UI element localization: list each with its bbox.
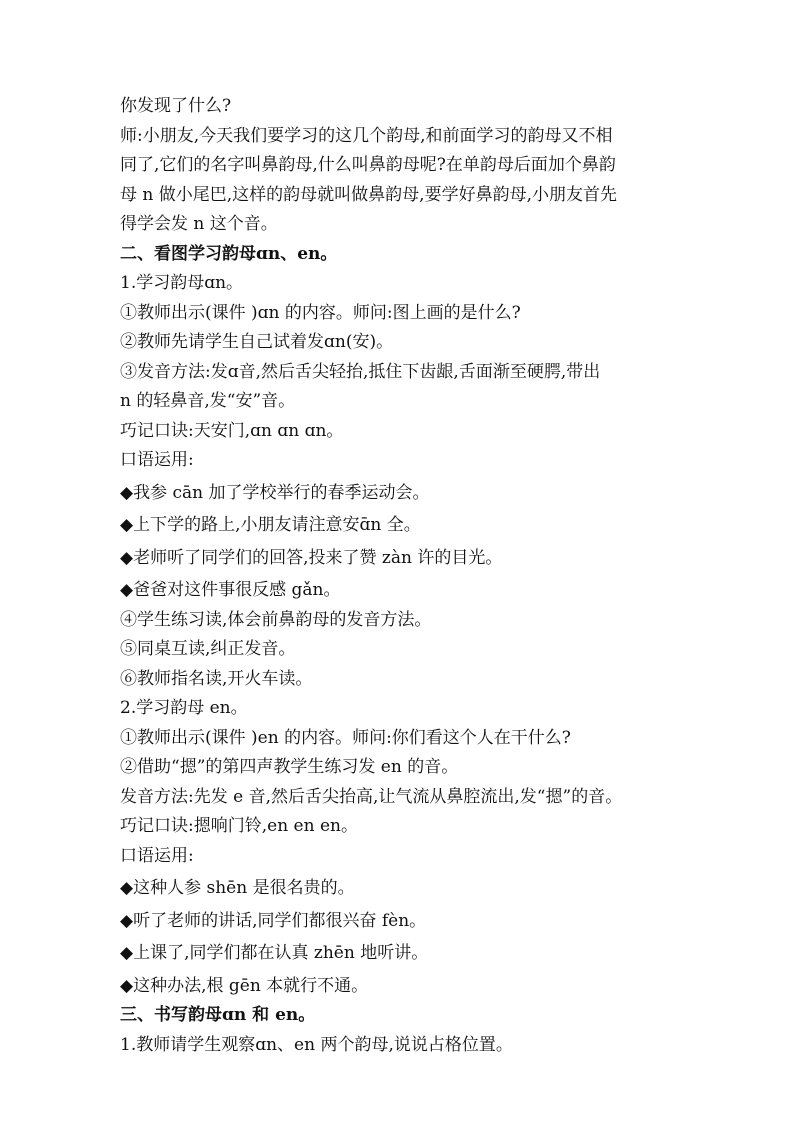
text-line: ①教师出示(课件 )ɑn 的内容。师问:图上画的是什么? [120, 302, 521, 323]
text-line: ⑥教师指名读,开火车读。 [120, 668, 313, 689]
text-line: ①教师出示(课件 )en 的内容。师问:你们看这个人在干什么? [120, 727, 571, 748]
section-heading: 二、看图学习韵母ɑn、en。 [120, 243, 338, 264]
text-line: ④学生练习读,体会前鼻韵母的发音方法。 [120, 609, 432, 630]
bullet-item: ◆听了老师的讲话,同学们都很兴奋 fèn。 [120, 910, 427, 931]
bullet-item: ◆我参 cān 加了学校举行的春季运动会。 [120, 482, 430, 503]
bullet-item: ◆这种人参 shēn 是很名贵的。 [120, 878, 355, 898]
text-line: ②教师先请学生自己试着发ɑn(安)。 [120, 332, 394, 352]
text-line: n 的轻鼻音,发“安”音。 [120, 391, 296, 411]
text-line: 巧记口诀:摁响门铃,en en en。 [120, 816, 358, 836]
text-line: 巧记口诀:天安门,ɑn ɑn ɑn。 [120, 420, 344, 441]
subsection-heading: 2.学习韵母 en。 [120, 698, 248, 718]
text-line: ②借助“摁”的第四声教学生练习发 en 的音。 [120, 757, 459, 777]
text-line: 你发现了什么? [120, 96, 232, 116]
text-line: 口语运用: [120, 450, 194, 470]
bullet-item: ◆上课了,同学们都在认真 zhēn 地听讲。 [120, 943, 429, 963]
subsection-heading: 1.学习韵母ɑn。 [120, 273, 244, 293]
document-page [120, 92, 680, 1060]
bullet-item: ◆爸爸对这件事很反感 gǎn。 [120, 580, 341, 600]
text-line: 母 n 做小尾巴,这样的韵母就叫做鼻韵母,要学好鼻韵母,小朋友首先 [120, 184, 617, 205]
text-line: 同了,它们的名字叫鼻韵母,什么叫鼻韵母呢?在单韵母后面加个鼻韵 [120, 155, 616, 175]
section-heading: 三、书写韵母ɑn 和 en。 [120, 1005, 316, 1025]
text-line: 1.教师请学生观察ɑn、en 两个韵母,说说占格位置。 [120, 1034, 513, 1055]
text-line: 师:小朋友,今天我们要学习的这几个韵母,和前面学习的韵母又不相 [120, 125, 613, 146]
bullet-item: ◆这种办法,根 gēn 本就行不通。 [120, 975, 369, 996]
text-line: ⑤同桌互读,纠正发音。 [120, 639, 296, 659]
text-line: 得学会发 n 这个音。 [120, 214, 278, 234]
bullet-item: ◆老师听了同学们的回答,投来了赞 zàn 许的目光。 [120, 547, 503, 568]
text-line: 口语运用: [120, 845, 194, 866]
text-line: 发音方法:先发 e 音,然后舌尖抬高,让气流从鼻腔流出,发“摁”的音。 [120, 786, 623, 807]
text-line: ③发音方法:发ɑ音,然后舌尖轻抬,抵住下齿龈,舌面渐至硬腭,带出 [120, 361, 601, 382]
bullet-item: ◆上下学的路上,小朋友请注意安ɑ̄n 全。 [120, 515, 421, 535]
